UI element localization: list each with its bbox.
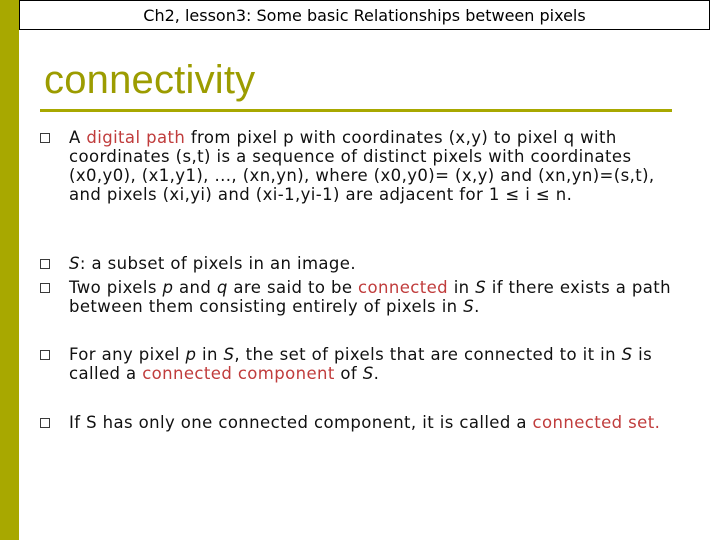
highlight-term: connected set.: [532, 413, 661, 432]
highlight-term: connected: [358, 278, 449, 297]
heading-underline: [40, 109, 672, 112]
bullet-text: If S has only one connected component, it is called a connected set.: [69, 413, 661, 432]
bullet-text: Two pixels p and q are said to be connected in S if there exists a path between them consisting entirely of pixels in S.: [69, 278, 672, 316]
bullet-item-digital-path: [40, 128, 690, 204]
bullet-text: S: a subset of pixels in an image.: [69, 254, 357, 273]
square-bullet-icon: [40, 350, 50, 360]
square-bullet-icon: [40, 133, 50, 143]
highlight-term: connected component: [142, 364, 335, 383]
slide-header-text: Ch2, lesson3: Some basic Relationships between pixels: [143, 5, 586, 25]
highlight-term: digital path: [86, 128, 186, 147]
slide-header: [19, 0, 710, 30]
square-bullet-icon: [40, 259, 50, 269]
slide-heading: connectivity: [44, 58, 256, 102]
bullet-item-subset: [40, 254, 690, 273]
bullet-item-connected-component: [40, 345, 690, 383]
left-accent-bar: [0, 0, 19, 540]
bullet-text: For any pixel p in S, the set of pixels that are connected to it in S is called a connected component of S.: [69, 345, 653, 383]
square-bullet-icon: [40, 283, 50, 293]
bullet-text: A digital path from pixel p with coordinates (x,y) to pixel q with coordinates (s,t) is a sequence of distinct pixels with coordinates (x0,y0), (x1,y1), ..., (xn,yn), where (x0,y0)= (x,y) and (xn,yn)=(s,t), and pixels (xi,yi) and (xi-1,yi-1) are adjacent for 1 ≤ i ≤ n.: [69, 128, 655, 204]
square-bullet-icon: [40, 418, 50, 428]
bullet-item-connected-set: [40, 413, 690, 432]
bullet-item-connected: [40, 278, 690, 316]
